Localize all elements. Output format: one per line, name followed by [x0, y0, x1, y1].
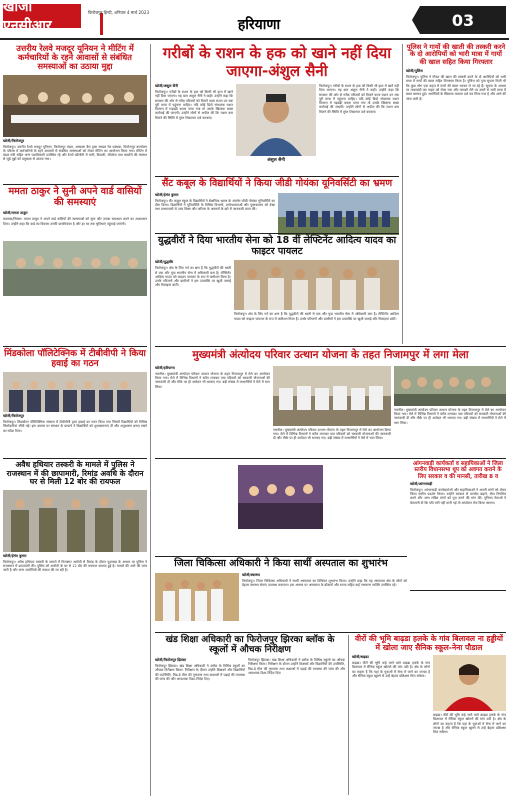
headline: पुलिस ने गायों की खाती की तस्करी करने के दो आरोपियों को भारी मात्रा में गायों की खाल सहित किया गिरफ्तार — [406, 43, 506, 66]
headline: गरीबों के राशन के हक को खाने नहीं दिया जाएगा-अंशुल सैनी — [162, 44, 392, 80]
headline: उत्तरीय रेलवे मजदूर यूनियन ने मीटिंग में कर्मचारियों के रहने आवासों से संबंधित समस्याओं का उठाया मुद्दा — [16, 43, 134, 72]
page-number: 03 — [420, 6, 506, 34]
photo-caption: अंशुल सैनी — [267, 158, 285, 163]
photo-university-visit — [278, 193, 399, 235]
article-body: फिरोजपुर। उत्तरीय रेलवे मजदूर यूनियन, फिरोजपुर मंडल, अम्बाला कैंट द्वारा मण्डल रेल प्रबंधक, फिरोजपुर कार्यालय के परिसर में कर्मचारियों के रहने आवासों से संबंधित समस्याओं को लेकर मीटिंग का आयोजन किया गया। मीटिंग में मंडल मंत्री सहित अन्य पदाधिकारी उपस्थित रहे और रेलवे कॉलोनी में पानी, बिजली, सीवरेज तथा क्वार्टरों की मरम्मत से जुड़े मुद्दों को प्रमुखता से उठाया गया। — [3, 144, 147, 162]
photo-ward-meeting — [3, 241, 147, 296]
divider — [3, 184, 147, 185]
divider — [155, 346, 506, 347]
divider — [3, 346, 147, 347]
photo-mela — [273, 366, 391, 426]
headline: सैंट कबूल के विद्यार्थियों ने किया जीडी गोयंका यूनिवर्सिटी का भ्रमण — [161, 178, 393, 189]
newspaper-logo: खोजी एनसीआर — [3, 4, 81, 28]
divider — [410, 590, 506, 591]
divider — [155, 176, 399, 177]
column-divider — [348, 635, 349, 795]
photo-portrait — [236, 84, 316, 156]
headline: युद्धवीरों ने दिया भारतीय सेना को 18 वीं लेफ्टिनेंट आदित्य यादव का फाइटर पायलट — [157, 235, 397, 257]
headline: ममता ठाकुर ने सुनी अपने वार्ड वासियों की समस्याएं — [8, 186, 142, 208]
article-ngm-function — [155, 461, 407, 529]
column-divider — [402, 44, 403, 344]
photo-ngm-stage — [238, 465, 323, 529]
byline: खोजी/फिरोजपुर — [3, 138, 25, 143]
article-police-cow-skin — [406, 44, 506, 255]
article-body: फिरोजपुर। आंगनवाड़ी कार्यकर्ताओं और सहायिकाओं ने अपनी मांगों को लेकर जिला स्तरीय प्रदर्शन किया। उन्होंने सरकार से मानदेय बढ़ाने, सेवा नियमित करने और अन्य लंबित मांगों को पूरा करने की मांग की। यूनियन नेताओं ने चेतावनी दी कि यदि मांगें नहीं मानी गईं तो आंदोलन तेज किया जाएगा। — [410, 487, 506, 505]
article-body: फिरोजपुर। जिला चिकित्सा अधिकारी ने सार्थी अस्पताल का विधिवत शुभारंभ किया। उन्होंने कहा कि यह अस्पताल क्षेत्र के लोगों को बेहतर स्वास्थ्य सेवाएं उपलब्ध कराएगा। इस अवसर पर अस्पताल के डॉक्टरों और स्टाफ सहित कई गणमान्य व्यक्ति उपस्थित रहे। — [242, 578, 407, 587]
byline: खोजी/आंगनवाड़ी — [410, 481, 433, 486]
photo-meeting — [3, 75, 147, 137]
byline: खोजी/युद्धवीर — [155, 260, 174, 265]
article-cm-scheme — [155, 350, 506, 454]
article-body-continued: नारनौल। मुख्यमंत्री अंत्योदय परिवार उत्थान योजना के तहत निजामपुर में मेले का आयोजन किया गया। मेले में विभिन्न विभागों ने स्टॉल लगाकर पात्र परिवारों को सरकारी योजनाओं की जानकारी दी और मौके पर ही आवेदन भी भरवाए गए। बड़ी संख्या में लाभार्थियों ने मेले में भाग लिया। — [394, 407, 506, 425]
byline: खोजी/फिरोजपुर झिरका — [155, 658, 187, 663]
byline: खोजी/बाढ़डा — [352, 655, 369, 659]
article-polytechnic — [3, 349, 147, 446]
headline: वीरों की भूमि बाढ़डा हलके के गांव बिलावल ना हड्डीयों में खोला जाए सैनिक स्कूल-नेना पौडाल — [354, 634, 504, 652]
headline: मिंडकोला पॉलिटेक्निक में टीबीवीपी ने किया हवाई का गठन — [4, 349, 146, 370]
byline: खोजी/फिरोजपुर — [3, 414, 25, 419]
article-sainik-school — [352, 635, 506, 766]
byline: खोजी/हेमंत कुमार — [3, 553, 27, 558]
article-lead-ration — [155, 44, 399, 174]
byline: खोजी/अंशुल सैनी — [155, 84, 179, 88]
article-health — [155, 559, 407, 621]
article-weapon-smuggling — [3, 461, 147, 775]
article-body-continued: नारनौल। मुख्यमंत्री अंत्योदय परिवार उत्थान योजना के तहत निजामपुर में मेले का आयोजन किया गया। मेले में विभिन्न विभागों ने स्टॉल लगाकर पात्र परिवारों को सरकारी योजनाओं की जानकारी दी और मौके पर ही आवेदन भी भरवाए गए। बड़ी संख्या में लाभार्थियों ने मेले में भाग लिया। — [273, 427, 391, 441]
article-body-continued — [326, 465, 406, 529]
byline: खोजी/हरियाणा — [155, 365, 175, 370]
column-divider — [150, 44, 151, 796]
article-body-continued: फिरोजपुर झिरका। खंड शिक्षा अधिकारी ने ब्लॉक के विभिन्न स्कूलों का औचक निरीक्षण किया। निरीक्षण के दौरान उन्होंने शिक्षकों और विद्यार्थियों की उपस्थिति, मिड-डे मील की गुणवत्ता तथा कक्षाओं में पढ़ाई की व्यवस्था की जांच की और आवश्यक दिशा-निर्देश दिए। — [248, 658, 345, 676]
article-body: नारनौल। मुख्यमंत्री अंत्योदय परिवार उत्थान योजना के तहत निजामपुर में मेले का आयोजन किया गया। मेले में विभिन्न विभागों ने स्टॉल लगाकर पात्र परिवारों को सरकारी योजनाओं की जानकारी दी और मौके पर ही आवेदन भी भरवाए गए। बड़ी संख्या में लाभार्थियों ने मेले में भाग लिया। — [155, 371, 270, 389]
article-body-continued: फिरोजपुर। गरीबों के राशन के हक को किसी भी हाल में खाने नहीं दिया जाएगा। यह बात अंशुल सैनी ने कही। उन्होंने कहा कि सरकार की ओर से गरीब परिवारों को मिलने वाला राशन उन तक पूरी मात्रा में पहुंचना चाहिए। यदि कोई डिपो संचालक राशन वितरण में गड़बड़ी करता पाया गया तो उसके खिलाफ सख्त कार्रवाई की जाएगी। उन्होंने लोगों से अपील की कि राशन कम मिलने की स्थिति में तुरंत शिकायत दर्ज करवाएं। — [319, 84, 399, 114]
photo-pilot-ceremony — [234, 260, 399, 310]
divider — [155, 556, 407, 557]
headline: मुख्यमंत्री अंत्योदय परिवार उत्थान योजना के तहत निजामपुर में लगा मेला — [192, 349, 469, 361]
divider — [155, 458, 506, 459]
byline: खोजी/हेमंत कुमार — [155, 192, 179, 197]
article-mamta-thakur — [3, 187, 147, 296]
article-body: फिरोजपुर। क्षेत्र के लिए गर्व का क्षण है कि युद्धवीरों की धरती से एक और युवा भारतीय सेना में अधिकारी बना है। लेफ्टिनेंट आदित्य यादव को फाइटर पायलट के रूप में कमीशन मिला है। उनके परिजनों और ग्रामीणों ने इस उपलब्धि पर खुशी जताई और मिठाइयां बांटीं। — [155, 266, 231, 288]
byline: खोजी/ममता ठाकुर — [3, 211, 28, 216]
photo-woman-portrait — [433, 655, 506, 711]
divider — [3, 458, 147, 459]
article-body: फिरोजपुर। गरीबों के राशन के हक को किसी भी हाल में खाने नहीं दिया जाएगा। यह बात अंशुल सैनी ने कही। उन्होंने कहा कि सरकार की ओर से गरीब परिवारों को मिलने वाला राशन उन तक पूरी मात्रा में पहुंचना चाहिए। यदि कोई डिपो संचालक राशन वितरण में गड़बड़ी करता पाया गया तो उसके खिलाफ सख्त कार्रवाई की जाएगी। उन्होंने लोगों से अपील की कि राशन कम मिलने की स्थिति में तुरंत शिकायत दर्ज करवाएं। — [155, 90, 233, 120]
headline: जिला चिकित्सा अधिकारी ने किया सार्थी अस्पताल का शुभारंभ — [174, 558, 388, 569]
article-body-continued: बाढ़डा। वीरों की भूमि कहे जाने वाले बाढ़डा हलके के गांव बिलावल में सैनिक स्कूल खोलने की मांग उठी है। क्षेत्र के लोगों का कहना है कि यहां के युवाओं में सेना में जाने का जज्बा है और सैनिक स्कूल खुलने से उन्हें बेहतर प्रशिक्षण मिल सकेगा। — [433, 713, 506, 735]
article-railway-union — [3, 44, 147, 193]
divider — [155, 233, 399, 234]
headline: आंगनवाड़ी कार्यकर्ता व सहायिकाओं ने जिला स्तरीय विधानसभा धूप को अवगत कराने के लिए सरकार व की मानसी, तारीख 8 व — [412, 461, 504, 480]
article-body: फिरोजपुर। सैंट कबूल स्कूल के विद्यार्थियों ने शैक्षणिक भ्रमण के अंतर्गत जीडी गोयंका यूनिवर्सिटी का दौरा किया। विद्यार्थियों ने यूनिवर्सिटी के विभिन्न विभागों, प्रयोगशालाओं और पुस्तकालय को देखा तथा प्राध्यापकों से उच्च शिक्षा और करियर के अवसरों के बारे में जानकारी प्राप्त की। — [155, 198, 275, 212]
article-body-continued: फिरोजपुर। क्षेत्र के लिए गर्व का क्षण है कि युद्धवीरों की धरती से एक और युवा भारतीय सेना में अधिकारी बना है। लेफ्टिनेंट आदित्य यादव को फाइटर पायलट के रूप में कमीशन मिला है। उनके परिजनों और ग्रामीणों ने इस उपलब्धि पर खुशी जताई और मिठाइयां बांटीं। — [234, 312, 399, 321]
photo-mela-crowd — [394, 366, 506, 406]
headline: अवैध हथियार तस्करी के मामले में पुलिस ने राजस्थान में की छापामारी, रिमांड अवधि के दौरान घर से मिली 12 बोर की रायफल — [6, 460, 144, 486]
article-body: फिरोजपुर झिरका। खंड शिक्षा अधिकारी ने ब्लॉक के विभिन्न स्कूलों का औचक निरीक्षण किया। निरीक्षण के दौरान उन्होंने शिक्षकों और विद्यार्थियों की उपस्थिति, मिड-डे मील की गुणवत्ता तथा कक्षाओं में पढ़ाई की व्यवस्था की जांच की और आवश्यक दिशा-निर्देश दिए। — [155, 664, 245, 682]
headline: खंड शिक्षा अधिकारी का फिरोजपुर झिरका ब्लॉक के स्कूलों में औचक निरीक्षण — [165, 635, 335, 656]
article-education-inspection — [155, 635, 345, 780]
article-anganwadi — [410, 461, 506, 596]
section-title: हरियाणा — [100, 13, 415, 35]
divider — [155, 632, 506, 633]
photo-students — [3, 372, 147, 412]
byline: खोजी/स्वास्थ्य — [242, 572, 260, 577]
article-body: कालका/सिरसा। ममता ठाकुर ने अपने वार्ड वासियों की समस्याओं को सुना और उनका समाधान करने का आश्वासन दिया। उन्होंने कहा कि वार्ड का विकास उनकी प्राथमिकता है और हर घर तक सुविधाएं पहुंचाई जाएंगी। — [3, 217, 147, 226]
photo-hospital-inauguration — [155, 573, 239, 621]
article-body — [155, 466, 235, 524]
photo-police — [3, 490, 147, 552]
dateline: फिरोजपुर हिन्दी, शनिवार 4 मार्च 2023 — [88, 10, 150, 15]
article-body: फिरोजपुर। मिंडकोला पॉलिटेक्निक संस्थान में टीबीवीपी द्वारा इकाई का गठन किया गया जिसमें विद्यार्थियों को विभिन्न जिम्मेदारियां सौंपी गईं। इस अवसर पर संस्थान के प्राचार्य ने विद्यार्थियों को शुभकामनाएं दीं और अनुशासन बनाए रखने का संदेश दिया। — [3, 420, 147, 433]
masthead — [0, 0, 509, 40]
byline: खोजी/पुलिस — [406, 69, 423, 74]
article-body: फिरोजपुर। अवैध हथियार तस्करी के मामले में गिरफ्तार आरोपी से रिमांड के दौरान पूछताछ के आधार पर पुलिस ने राजस्थान में छापामारी की। पुलिस को आरोपी के घर से 12 बोर की रायफल बरामद हुई है। मामले की आगे की जांच जारी है और अन्य आरोपियों की तलाश की जा रही है। — [3, 559, 147, 573]
article-body: फिरोजपुर। पुलिस ने गौवंश की खाल की तस्करी करने के दो आरोपियों को भारी मात्रा में गायों की खाल सहित गिरफ्तार किया है। पुलिस को गुप्त सूचना मिली थी कि कुछ लोग एक वाहन में गायों की खाल भरकर ले जा रहे हैं। सूचना के आधार पर नाकाबंदी कर वाहन को रोका गया और तलाशी लेने पर उसमें से भारी मात्रा में खाल बरामद हुई। आरोपियों के खिलाफ मामला दर्ज कर लिया गया है और आगे की जांच जारी है। — [406, 75, 506, 101]
article-school-trip — [155, 179, 399, 235]
article-body: बाढ़डा। वीरों की भूमि कहे जाने वाले बाढ़डा हलके के गांव बिलावल में सैनिक स्कूल खोलने की मांग उठी है। क्षेत्र के लोगों का कहना है कि यहां के युवाओं में सेना में जाने का जज्बा है और सैनिक स्कूल खुलने से उन्हें बेहतर प्रशिक्षण मिल सकेगा। — [352, 661, 430, 678]
